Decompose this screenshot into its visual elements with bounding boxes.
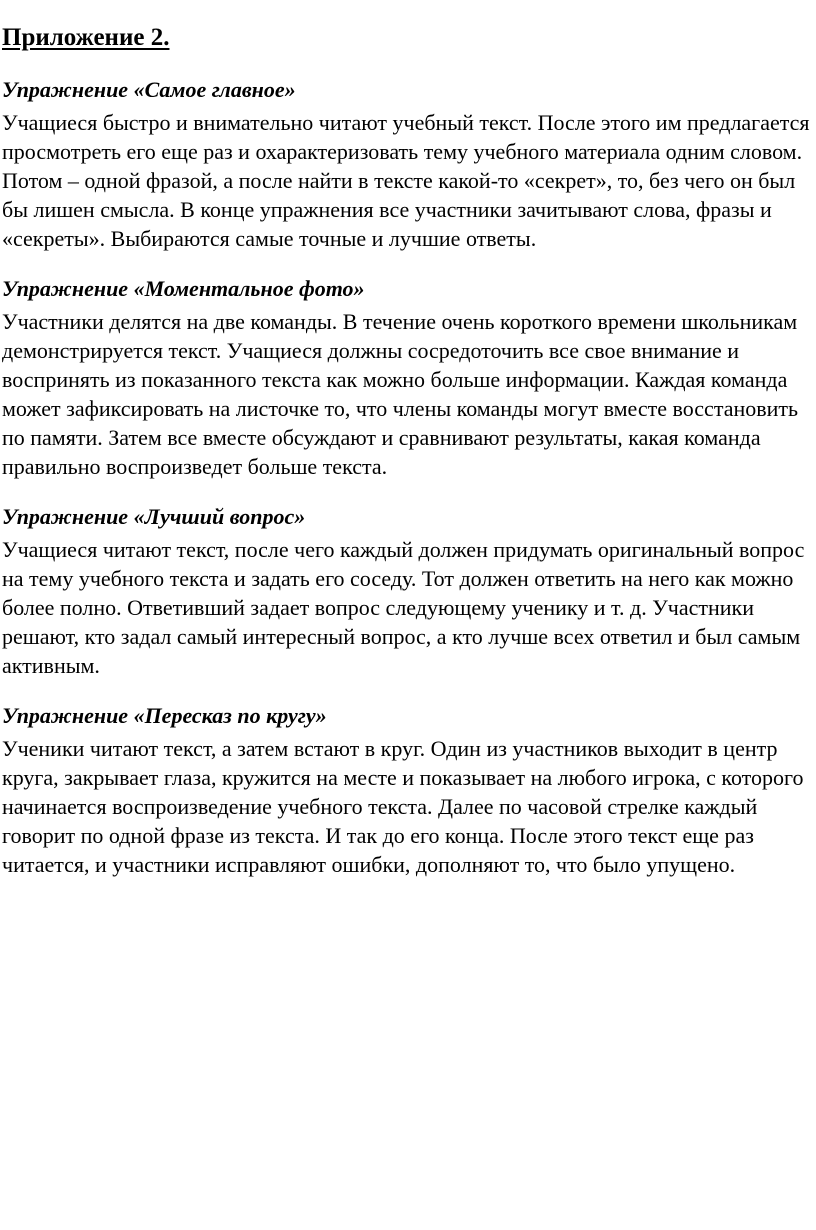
exercise-title: Упражнение «Моментальное фото» [2,276,365,301]
exercise-description: Ученики читают текст, а затем встают в круг. Один из участников выходит в центр круга, закрывает глаза, кружится на месте и показывает на любого игрока, с которого начинается воспроизведение учебного текста. Далее по часовой стрелке каждый говорит по одной фразе из текста. И так до его конца. После этого текст еще раз читается, и участники исправляют ошибки, дополняют то, что было упущено. [2,736,804,877]
exercise-title: Упражнение «Пересказ по кругу» [2,703,327,728]
exercise-description: Учащиеся быстро и внимательно читают учебный текст. После этого им предлагается просмотреть его еще раз и охарактеризовать тему учебного материала одним словом. Потом – одной фразой, а после найти в тексте какой-то «секрет», то, без чего он был бы лишен смысла. В конце упражнения все участники зачитывают слова, фразы и «секреты». Выбираются самые точные и лучшие ответы. [2,110,810,251]
exercise-section-main-idea [2,75,816,253]
document-title: Приложение 2. [2,24,170,51]
exercise-section-best-question [2,502,816,680]
exercise-description: Участники делятся на две команды. В течение очень короткого времени школьникам демонстрируется текст. Учащиеся должны сосредоточить все свое внимание и воспринять из показанного текста как можно больше информации. Каждая команда может зафиксировать на листочке то, что члены команды могут вместе восстановить по памяти. Затем все вместе обсуждают и сравнивают результаты, какая команда правильно воспроизведет больше текста. [2,309,799,479]
exercise-section-retelling-circle [2,701,816,879]
exercise-title: Упражнение «Лучший вопрос» [2,504,306,529]
exercise-title: Упражнение «Самое главное» [2,77,296,102]
exercise-section-snapshot [2,274,816,481]
exercise-description: Учащиеся читают текст, после чего каждый должен придумать оригинальный вопрос на тему учебного текста и задать его соседу. Тот должен ответить на него как можно более полно. Ответивший задает вопрос следующему ученику и т. д. Участники решают, кто задал самый интересный вопрос, а кто лучше всех ответил и был самым активным. [2,537,805,678]
